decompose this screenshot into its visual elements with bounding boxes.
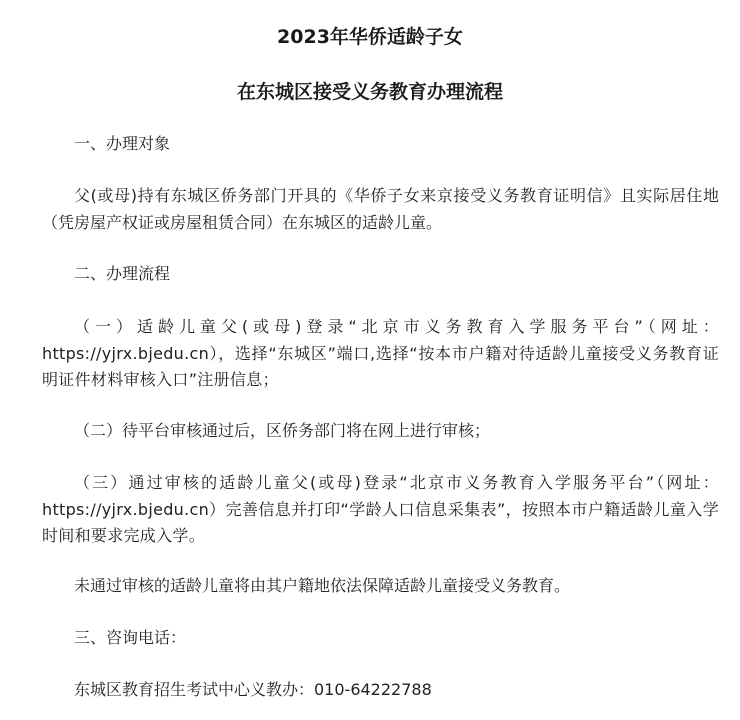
document-title-line-2: 在东城区接受义务教育办理流程: [236, 81, 503, 103]
section-1-body: 父(或母)持有东城区侨务部门开具的《华侨子女来京接受义务教育证明信》且实际居住地（凭房屋产权证或房屋租赁合同）在东城区的适龄儿童。: [42, 186, 719, 232]
process-step-2: （二）待平台审核通过后，区侨务部门将在网上进行审核；: [74, 421, 491, 440]
section-3-heading: 三、咨询电话：: [74, 628, 187, 647]
process-step-1: （一）适龄儿童父(或母)登录“北京市义务教育入学服务平台”（网址：https://yjrx.bjedu.cn），选择“东城区”端口,选择“按本市户籍对待适龄儿童接受义务教育证明证件材料审核入口”注册信息；: [42, 317, 719, 389]
document-title-line-1: 2023年华侨适龄子女: [277, 26, 463, 48]
contact-phone: 东城区教育招生考试中心义教办：010-64222788: [74, 680, 432, 699]
section-1-heading: 一、办理对象: [74, 134, 171, 153]
note-paragraph: 未通过审核的适龄儿童将由其户籍地依法保障适龄儿童接受义务教育。: [74, 576, 571, 595]
section-2-heading: 二、办理流程: [74, 264, 171, 283]
process-step-3: （三）通过审核的适龄儿童父(或母)登录“北京市义务教育入学服务平台”（网址：https://yjrx.bjedu.cn）完善信息并打印“学龄人口信息采集表”，按照本市户籍适龄儿童入学时间和要求完成入学。: [42, 473, 719, 545]
